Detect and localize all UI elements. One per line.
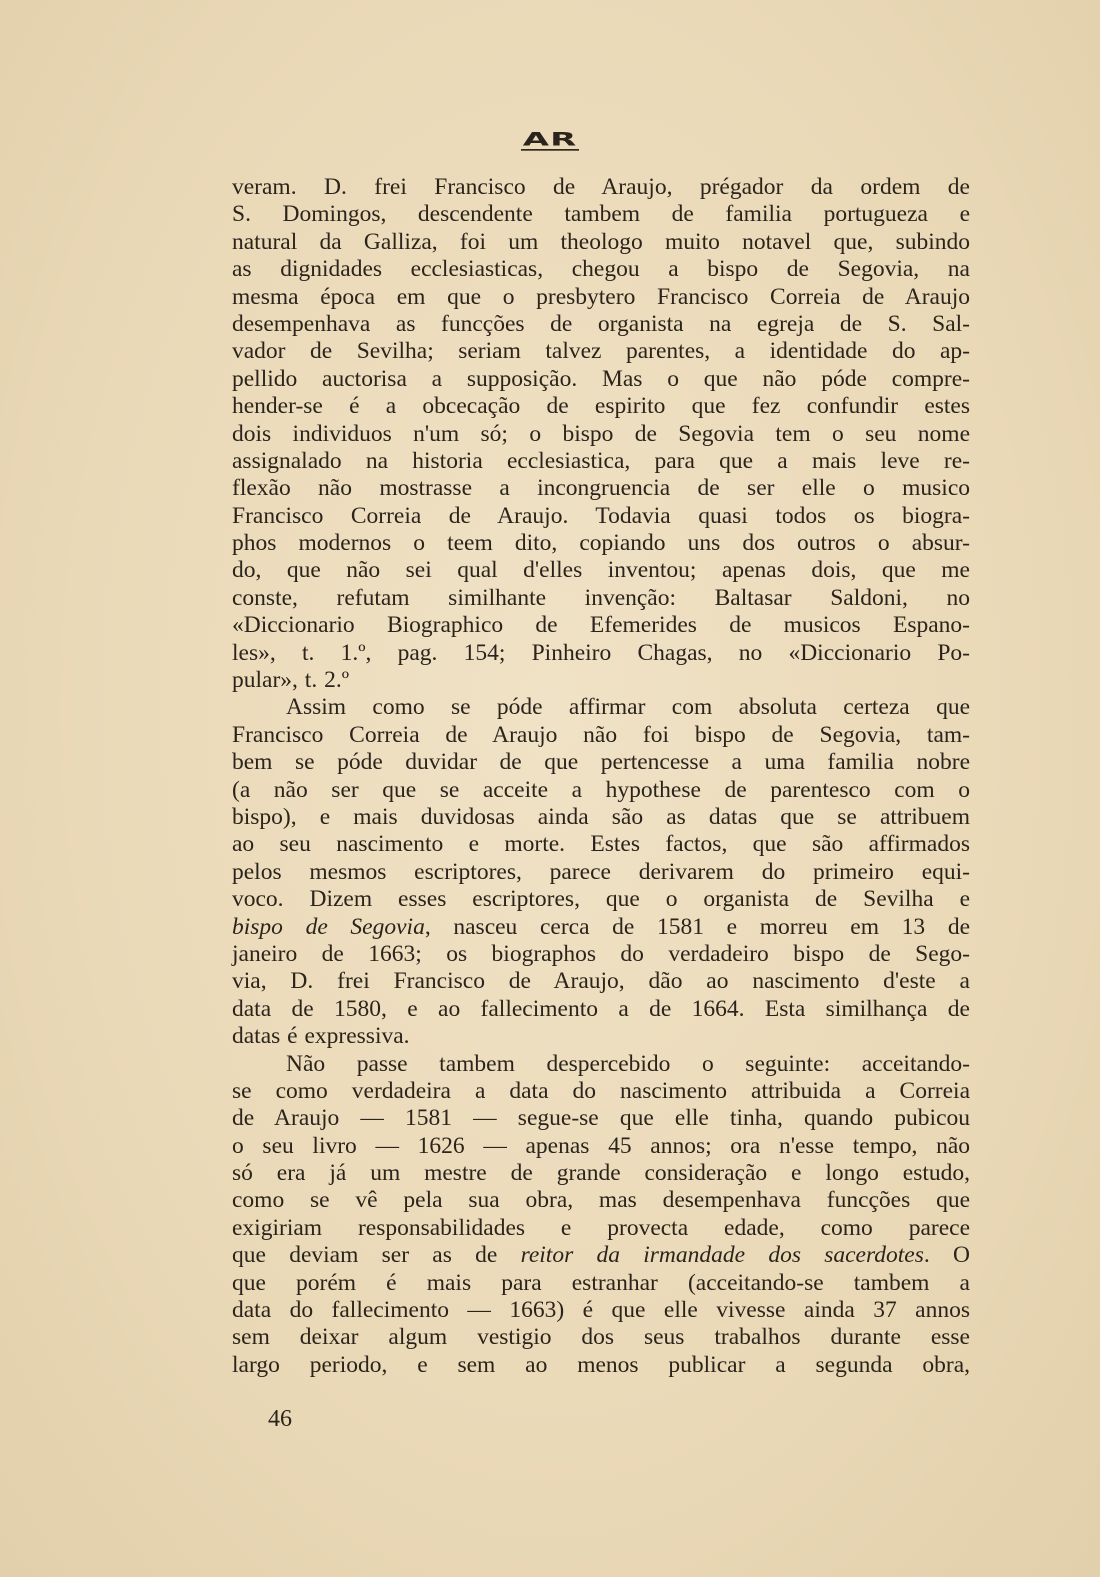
text-line bbox=[232, 557, 970, 584]
text-span: Francisco Correia de Araujo não foi bispo de Segovia, tam- bbox=[232, 721, 970, 748]
running-head bbox=[0, 122, 1100, 159]
text-span: ao seu nascimento e morte. Estes factos, que são affirmados bbox=[232, 831, 970, 858]
text-span: que deviam ser as de bbox=[232, 1242, 521, 1269]
text-line bbox=[232, 1105, 970, 1132]
text-line bbox=[232, 694, 970, 721]
text-span: conste, refutam similhante invenção: Baltasar Saldoni, no bbox=[232, 584, 970, 611]
text-line bbox=[232, 201, 970, 228]
text-line bbox=[232, 968, 970, 995]
text-span: mesma época em que o presbytero Francisco Correia de Araujo bbox=[232, 283, 970, 310]
page-number: 46 bbox=[268, 1406, 292, 1432]
text-span: como se vê pela sua obra, mas desempenhava funcções que bbox=[232, 1187, 970, 1214]
text-span: o seu livro — 1626 — apenas 45 annos; ora n'esse tempo, não bbox=[232, 1132, 970, 1159]
text-span: largo periodo, e sem ao menos publicar a segunda obra, bbox=[232, 1351, 970, 1378]
body-text bbox=[232, 174, 970, 1379]
text-span: desempenhava as funcções de organista na egreja de S. Sal- bbox=[232, 310, 970, 337]
text-line bbox=[232, 1242, 970, 1269]
text-line bbox=[232, 174, 970, 201]
text-span: janeiro de 1663; os biographos do verdadeiro bispo de Sego- bbox=[232, 940, 970, 967]
text-line bbox=[232, 585, 970, 612]
text-span: , nasceu cerca de 1581 e morreu em 13 de bbox=[424, 913, 970, 940]
text-span: dois individuos n'um só; o bispo de Segovia tem o seu nome bbox=[232, 420, 970, 447]
text-line bbox=[232, 503, 970, 530]
text-line bbox=[232, 256, 970, 283]
text-span: pelos mesmos escriptores, parece derivarem do primeiro equi- bbox=[232, 858, 970, 885]
text-span: flexão não mostrasse a incongruencia de ser elle o musico bbox=[232, 475, 970, 502]
text-span: assignalado na historia ecclesiastica, para que a mais leve re- bbox=[232, 447, 970, 474]
text-span: data de 1580, e ao fallecimento a de 1664. Esta similhança de bbox=[232, 995, 970, 1022]
text-line bbox=[232, 1133, 970, 1160]
text-line bbox=[232, 475, 970, 502]
text-line bbox=[232, 1051, 970, 1078]
text-span: Assim como se póde affirmar com absoluta certeza que bbox=[286, 694, 970, 721]
italic-span: reitor da irmandade dos sacerdotes bbox=[520, 1242, 924, 1269]
text-line bbox=[232, 1187, 970, 1214]
text-line bbox=[232, 859, 970, 886]
text-line bbox=[232, 667, 970, 694]
text-line bbox=[232, 722, 970, 749]
text-line bbox=[232, 886, 970, 913]
text-span: natural da Galliza, foi um theologo muito notavel que, subindo bbox=[232, 228, 970, 255]
text-line bbox=[232, 777, 970, 804]
text-span: sem deixar algum vestigio dos seus trabalhos durante esse bbox=[232, 1324, 970, 1351]
text-line bbox=[232, 749, 970, 776]
text-line bbox=[232, 421, 970, 448]
italic-span: bispo de Segovia bbox=[232, 913, 425, 940]
text-span: «Diccionario Biographico de Efemerides de musicos Espano- bbox=[232, 612, 970, 639]
text-span: Não passe tambem despercebido o seguinte: acceitando- bbox=[286, 1050, 970, 1077]
text-span: S. Domingos, descendente tambem de familia portugueza e bbox=[232, 201, 970, 228]
text-line bbox=[232, 804, 970, 831]
text-span: que porém é mais para estranhar (acceitando-se tambem a bbox=[232, 1269, 970, 1296]
text-span: veram. D. frei Francisco de Araujo, prégador da ordem de bbox=[232, 174, 970, 200]
text-span: . O bbox=[923, 1242, 970, 1269]
text-line bbox=[232, 831, 970, 858]
text-span: do, que não sei qual d'elles inventou; apenas dois, que me bbox=[232, 557, 970, 584]
text-line bbox=[232, 338, 970, 365]
text-span: voco. Dizem esses escriptores, que o organista de Sevilha e bbox=[232, 886, 970, 913]
text-line bbox=[232, 1215, 970, 1242]
text-line bbox=[232, 1297, 970, 1324]
text-line bbox=[232, 530, 970, 557]
text-span: datas é expressiva. bbox=[232, 1023, 410, 1050]
text-line bbox=[232, 1160, 970, 1187]
text-line bbox=[232, 393, 970, 420]
text-line bbox=[232, 1023, 970, 1050]
text-span: vador de Sevilha; seriam talvez parentes, a identidade do ap- bbox=[232, 338, 970, 365]
text-line bbox=[232, 448, 970, 475]
text-span: as dignidades ecclesiasticas, chegou a bispo de Segovia, na bbox=[232, 256, 970, 283]
text-span: de Araujo — 1581 — segue-se que elle tinha, quando pubicou bbox=[232, 1105, 970, 1132]
text-span: hender-se é a obcecação de espirito que fez confundir estes bbox=[232, 393, 970, 420]
text-line bbox=[232, 1270, 970, 1297]
text-line bbox=[232, 366, 970, 393]
text-span: bispo), e mais duvidosas ainda são as datas que se attribuem bbox=[232, 803, 970, 830]
text-line bbox=[232, 311, 970, 338]
text-span: via, D. frei Francisco de Araujo, dão ao nascimento d'este a bbox=[232, 968, 970, 995]
text-line bbox=[232, 1078, 970, 1105]
text-span: exigiriam responsabilidades e provecta edade, como parece bbox=[232, 1214, 970, 1241]
text-span: pellido auctorisa a supposição. Mas o que não póde compre- bbox=[232, 365, 970, 392]
text-span: data do fallecimento — 1663) é que elle vivesse ainda 37 annos bbox=[232, 1297, 970, 1324]
text-line bbox=[232, 941, 970, 968]
text-line bbox=[232, 1352, 970, 1379]
text-line bbox=[232, 1324, 970, 1351]
text-span: se como verdadeira a data do nascimento attribuida a Correia bbox=[232, 1077, 970, 1104]
text-span: só era já um mestre de grande consideração e longo estudo, bbox=[232, 1160, 970, 1187]
text-span: Francisco Correia de Araujo. Todavia quasi todos os biogra- bbox=[232, 502, 970, 529]
text-span: (a não ser que se acceite a hypothese de parentesco com o bbox=[232, 776, 970, 803]
text-line bbox=[232, 612, 970, 639]
text-line bbox=[232, 914, 970, 941]
text-span: les», t. 1.º, pag. 154; Pinheiro Chagas, no «Diccionario Po- bbox=[232, 639, 970, 666]
running-head-label: AR bbox=[522, 128, 578, 151]
text-line bbox=[232, 229, 970, 256]
text-span: pular», t. 2.º bbox=[232, 667, 349, 694]
text-span: bem se póde duvidar de que pertencesse a uma familia nobre bbox=[232, 749, 970, 776]
text-line bbox=[232, 284, 970, 311]
text-span: phos modernos o teem dito, copiando uns dos outros o absur- bbox=[232, 530, 970, 557]
text-line bbox=[232, 640, 970, 667]
text-line bbox=[232, 996, 970, 1023]
